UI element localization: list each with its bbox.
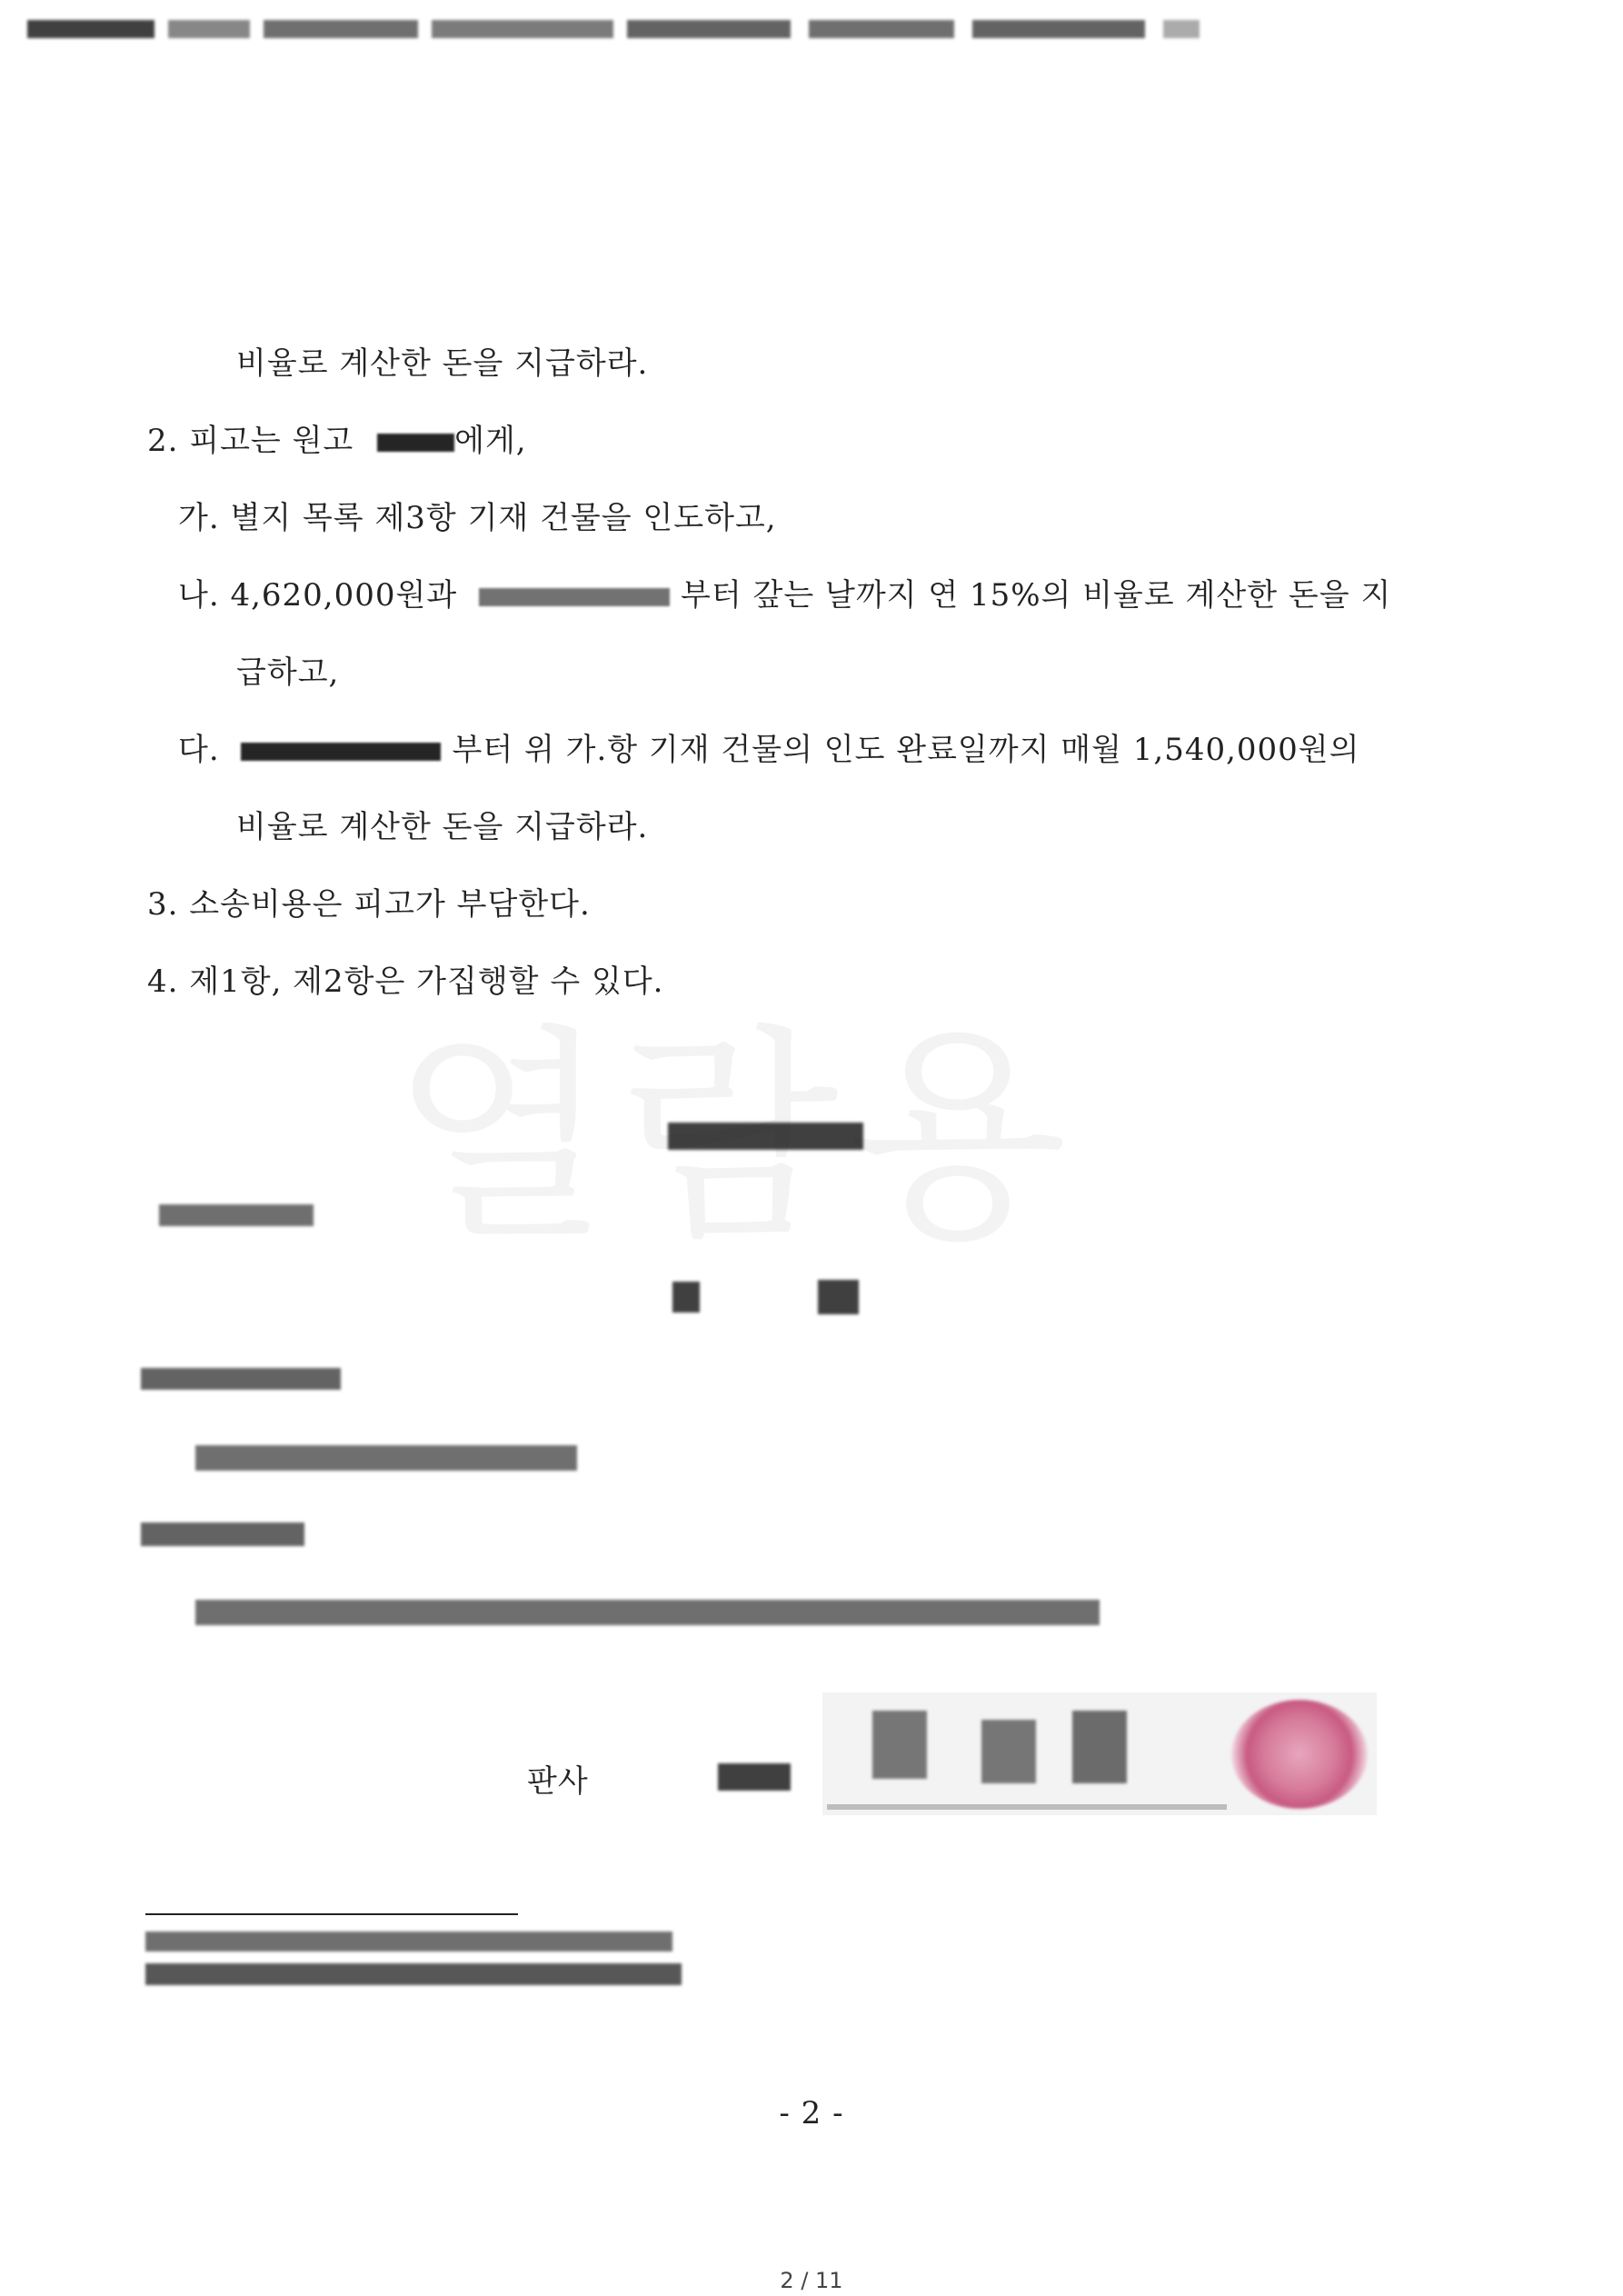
body-line-9: 4. 제1항, 제2항은 가집행할 수 있다. xyxy=(147,963,664,1000)
body-line-6-rest: 부터 위 가.항 기재 건물의 인도 완료일까지 매월 1,540,000원의 xyxy=(452,732,1360,768)
body-line-6 xyxy=(178,732,1360,768)
body-line-1: 비율로 계산한 돈을 지급하라. xyxy=(236,345,649,382)
body-line-2 xyxy=(147,423,527,459)
body-line-2-suffix: 에게, xyxy=(454,423,527,459)
body-line-4 xyxy=(178,577,1391,614)
body-line-4-text: 나. 4,620,000원과 xyxy=(178,577,458,614)
redacted-name xyxy=(377,434,454,452)
watermark-text xyxy=(391,954,1077,1282)
signature-line xyxy=(827,1804,1227,1810)
body-line-3: 가. 별지 목록 제3항 기재 건물을 인도하고, xyxy=(178,500,777,536)
footnote-rule xyxy=(145,1913,518,1915)
judge-label: 판사 xyxy=(527,1763,589,1800)
body-line-4-rest: 부터 갚는 날까지 연 15%의 비율로 계산한 돈을 지 xyxy=(681,577,1392,614)
body-line-2-text: 2. 피고는 원고 xyxy=(147,423,354,459)
page-counter: 2 / 11 xyxy=(780,2268,843,2293)
body-line-6-text: 다. xyxy=(178,732,220,768)
redacted-date xyxy=(479,588,670,606)
page-number: - 2 - xyxy=(779,2095,844,2131)
body-line-8: 3. 소송비용은 피고가 부담한다. xyxy=(147,886,591,923)
seal-stamp xyxy=(1231,1700,1368,1809)
body-line-5: 급하고, xyxy=(236,654,340,691)
redacted-date xyxy=(241,743,441,761)
body-line-7: 비율로 계산한 돈을 지급하라. xyxy=(236,809,649,845)
